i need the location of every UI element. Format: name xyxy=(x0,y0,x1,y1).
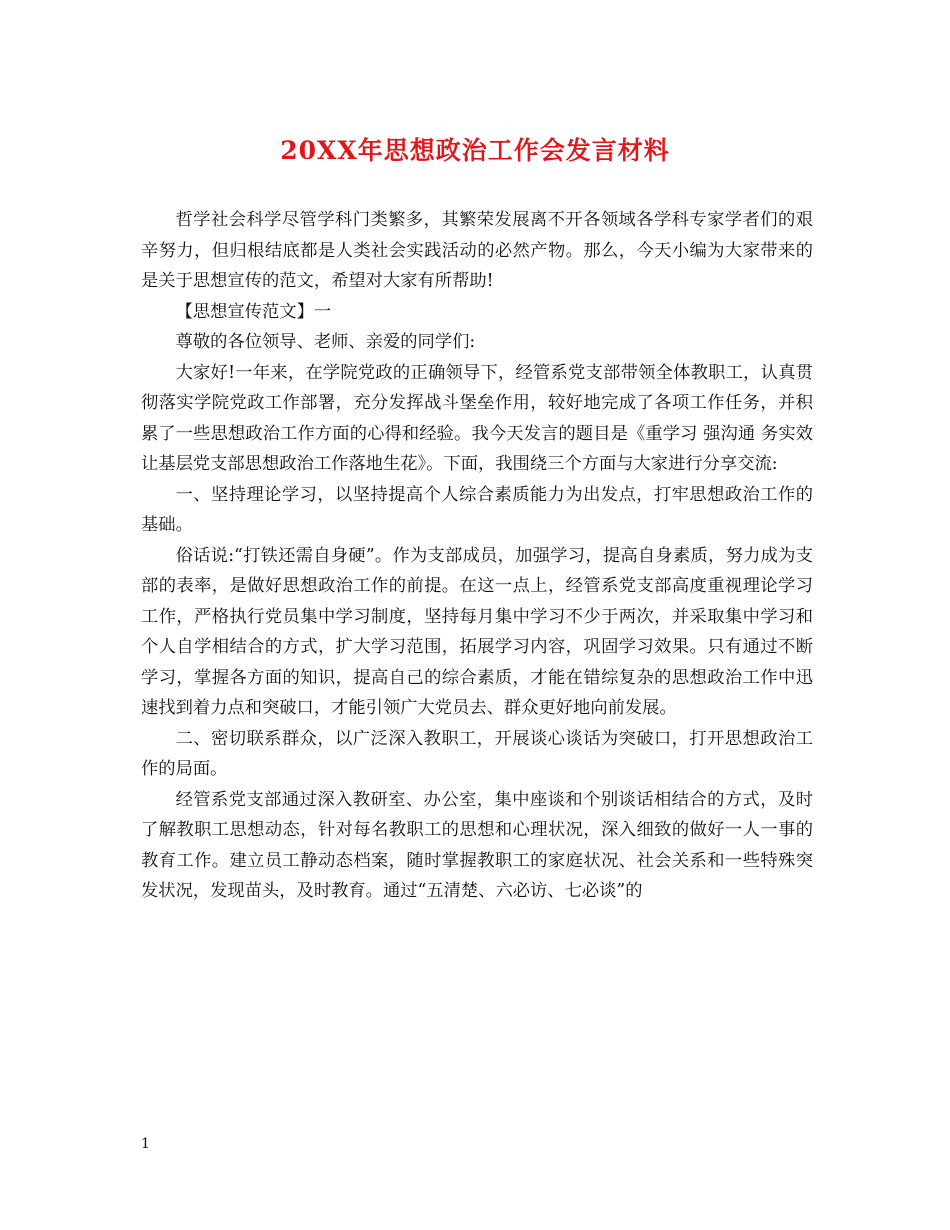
page-number: 1 xyxy=(141,1136,150,1152)
paragraph-point-two: 二、密切联系群众，以广泛深入教职工，开展谈心谈话为突破口，打开思想政治工作的局面。 xyxy=(141,728,813,779)
document-body xyxy=(141,205,813,907)
paragraph-greeting: 大家好!一年来，在学院党政的正确领导下，经管系党支部带领全体教职工，认真贯彻落实学院党政工作部署，充分发挥战斗堡垒作用，较好地完成了各项工作任务，并积累了一些思想政治工作方面的心得和经验。我今天发言的题目是《重学习 强沟通 务实效 让基层党支部思想政治工作落地生花》。下面，我围绕三个方面与大家进行分享交流: xyxy=(141,362,813,474)
paragraph-intro: 哲学社会科学尽管学科门类繁多，其繁荣发展离不开各领域各学科专家学者们的艰辛努力，但归根结底都是人类社会实践活动的必然产物。那么，今天小编为大家带来的是关于思想宣传的范文，希望对大家有所帮助! xyxy=(141,210,813,291)
paragraph-point-one: 一、坚持理论学习，以坚持提高个人综合素质能力为出发点，打牢思想政治工作的基础。 xyxy=(141,484,813,535)
document-title: 20XX年思想政治工作会发言材料 xyxy=(280,136,670,165)
paragraph-salutation: 尊敬的各位领导、老师、亲爱的同学们: xyxy=(175,332,476,352)
paragraph-point-one-detail: 俗话说:“打铁还需自身硬”。作为支部成员，加强学习，提高自身素质，努力成为支部的表率，是做好思想政治工作的前提。在这一点上，经管系党支部高度重视理论学习工作，严格执行党员集中学习制度，坚持每月集中学习不少于两次，并采取集中学习和个人自学相结合的方式，扩大学习范围，拓展学习内容，巩固学习效果。只有通过不断学习，掌握各方面的知识，提高自己的综合素质，才能在错综复杂的思想政治工作中迅速找到着力点和突破口，才能引领广大党员去、群众更好地向前发展。 xyxy=(141,545,813,718)
paragraph-point-two-detail: 经管系党支部通过深入教研室、办公室，集中座谈和个别谈话相结合的方式，及时了解教职工思想动态，针对每名教职工的思想和心理状况，深入细致的做好一人一事的教育工作。建立员工静动态档案，随时掌握教职工的家庭状况、社会关系和一些特殊突发状况，发现苗头，及时教育。通过“五清楚、六必访、七必谈”的 xyxy=(141,789,813,901)
paragraph-section-heading: 【思想宣传范文】一 xyxy=(175,301,332,322)
